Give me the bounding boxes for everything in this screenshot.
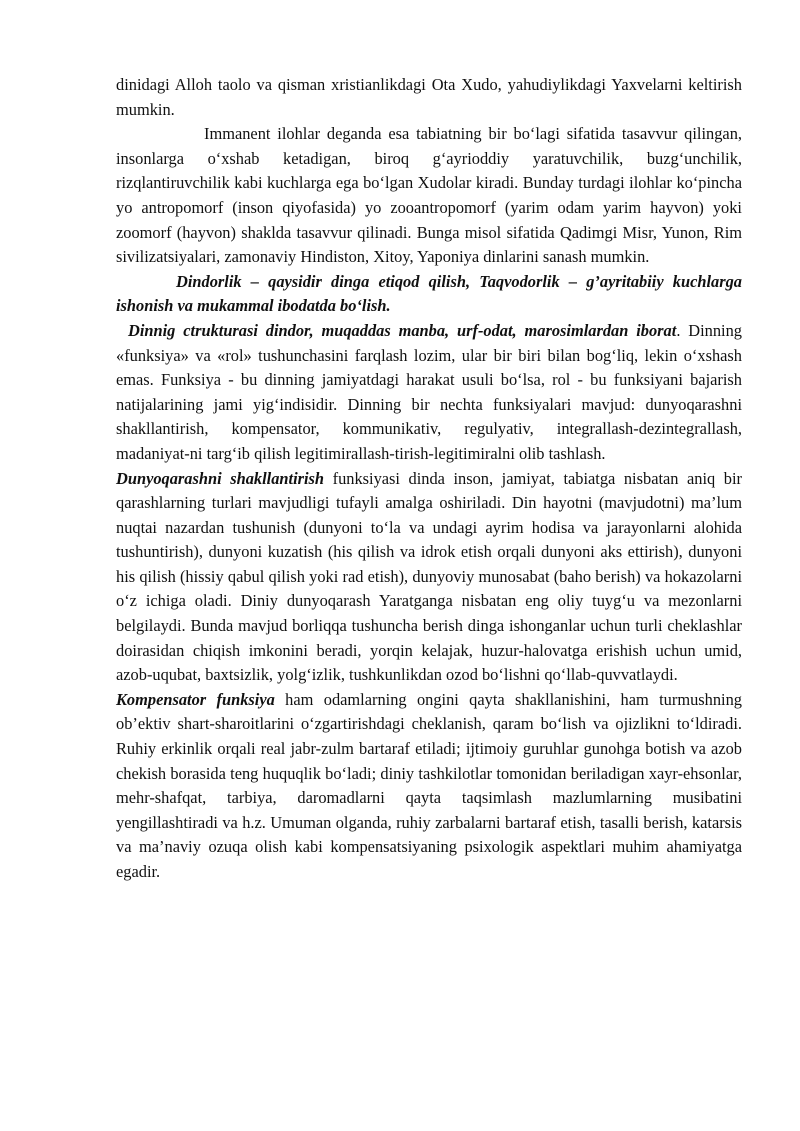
worldview-function-heading: Dunyoqarashni shakllantirish	[116, 468, 325, 488]
religion-structure-heading: Dinnig ctrukturasi dindor, muqaddas manba, urf-odat, marosimlardan iborat	[128, 320, 677, 340]
compensator-function-text: ham odamlarning ongini qayta shakllanishini, ham turmushning ob’ektiv shart-sharoitlarini o‘zgartirishdagi cheklanish, qaram bo‘lish va ojizlikni to‘ldiradi. Ruhiy erkinlik orqali real jabr-zulm bartaraf etiladi; ijtimoiy guruhlar gunohga botish va azob chekish borasida teng huquqlik bo‘ladi; diniy tashkilotlar tomonidan beriladigan xayr-ehsonlar, mehr-shafqat, tarbiya, daromadlarni qayta taqsimlash mazlumlarning musibatini yengillashtiradi va h.z. Umuman olganda, ruhiy zarbalarni bartaraf etish, tasalli berish, katarsis va ma’naviy ozuqa olish kabi kompensatsiyaning psixologik aspektlari muhim ahamiyatga egadir.	[116, 689, 742, 881]
paragraph-compensator-function	[116, 688, 742, 885]
paragraph-immanent-gods: Immanent ilohlar deganda esa tabiatning bir bo‘lagi sifatida tasavvur qilingan, insonlarga o‘xshab ketadigan, biroq g‘ayrioddiy yaratuvchilik, buzg‘unchilik, rizqlantiruvchilik kabi kuchlarga ega bo‘lgan Xudolar kiradi. Bunday turdagi ilohlar ko‘pincha yo antropomorf (inson qiyofasida) yo zooantropomorf (yarim odam yarim hayvon) yoki zoomorf (hayvon) shaklda tasavvur qilinadi. Bunga misol sifatida Qadimgi Misr, Yunon, Rim sivilizatsiyalari, zamonaviy Hindiston, Xitoy, Yaponiya dinlarini sanash mumkin.	[116, 124, 742, 267]
religion-structure-text: . Dinning «funksiya» va «rol» tushunchasini farqlash lozim, ular bir biri bilan bog‘liq, lekin o‘xshash emas. Funksiya - bu dinning jamiyatdagi harakat usuli bo‘lsa, rol - bu funksiyani bajarish natijalarining jami yig‘indisidir. Dinning bir nechta funksiyalari mavjud: dunyoqarashni shakllantirish, kompensator, kommunikativ, regulyativ, integrallash-dezintegrallash, madaniyat-ni targ‘ib qilish legitimirallash-tirish-legitimiralni olib tashlash.	[116, 320, 743, 463]
document-page	[116, 73, 742, 885]
worldview-function-text: funksiyasi dinda inson, jamiyat, tabiatga nisbatan aniq bir qarashlarning turlari mavjudligi tufayli amalga oshiriladi. Din hayotni (mavjudotni) ma’lum nuqtai nazardan tushunish (dunyoni to‘la va undagi ayrim hodisa va jarayonlarni alohida tushuntirish), dunyoni kuzatish (his qilish va idrok etish orqali dunyoni aks ettirish), dunyoni his qilish (hissiy qabul qilish yoki rad etish), dunyoviy munosabat (baho berish) va hokazolarni o‘z ichiga oladi. Diniy dunyoqarash Yaratganga nisbatan eng oliy tuyg‘u va mezonlarni belgilaydi. Bunda mavjud borliqqa tushuncha berish dinga ishonganlar uchun turli cheklashlar doirasidan chiqish imkonini beradi, yorqin kelajak, huzur-halovatga erishish uchun umid, azob-uqubat, baxtsizlik, yolg‘izlik, tushkunlikdan ozod bo‘lishni qo‘llab-quvvatlaydi.	[116, 468, 743, 685]
compensator-function-heading: Kompensator funksiya	[116, 689, 275, 709]
paragraph-continuation: dinidagi Alloh taolo va qisman xristianlikdagi Ota Xudo, yahudiylikdagi Yaxvelarni keltirish mumkin.	[116, 75, 742, 119]
paragraph-definition-religiosity: Dindorlik – qaysidir dinga etiqod qilish, Taqvodorlik – g’ayritabiiy kuchlarga ishonish va mukammal ibodatda bo‘lish.	[116, 271, 742, 316]
paragraph-religion-structure	[116, 319, 742, 467]
paragraph-worldview-function	[116, 467, 742, 688]
